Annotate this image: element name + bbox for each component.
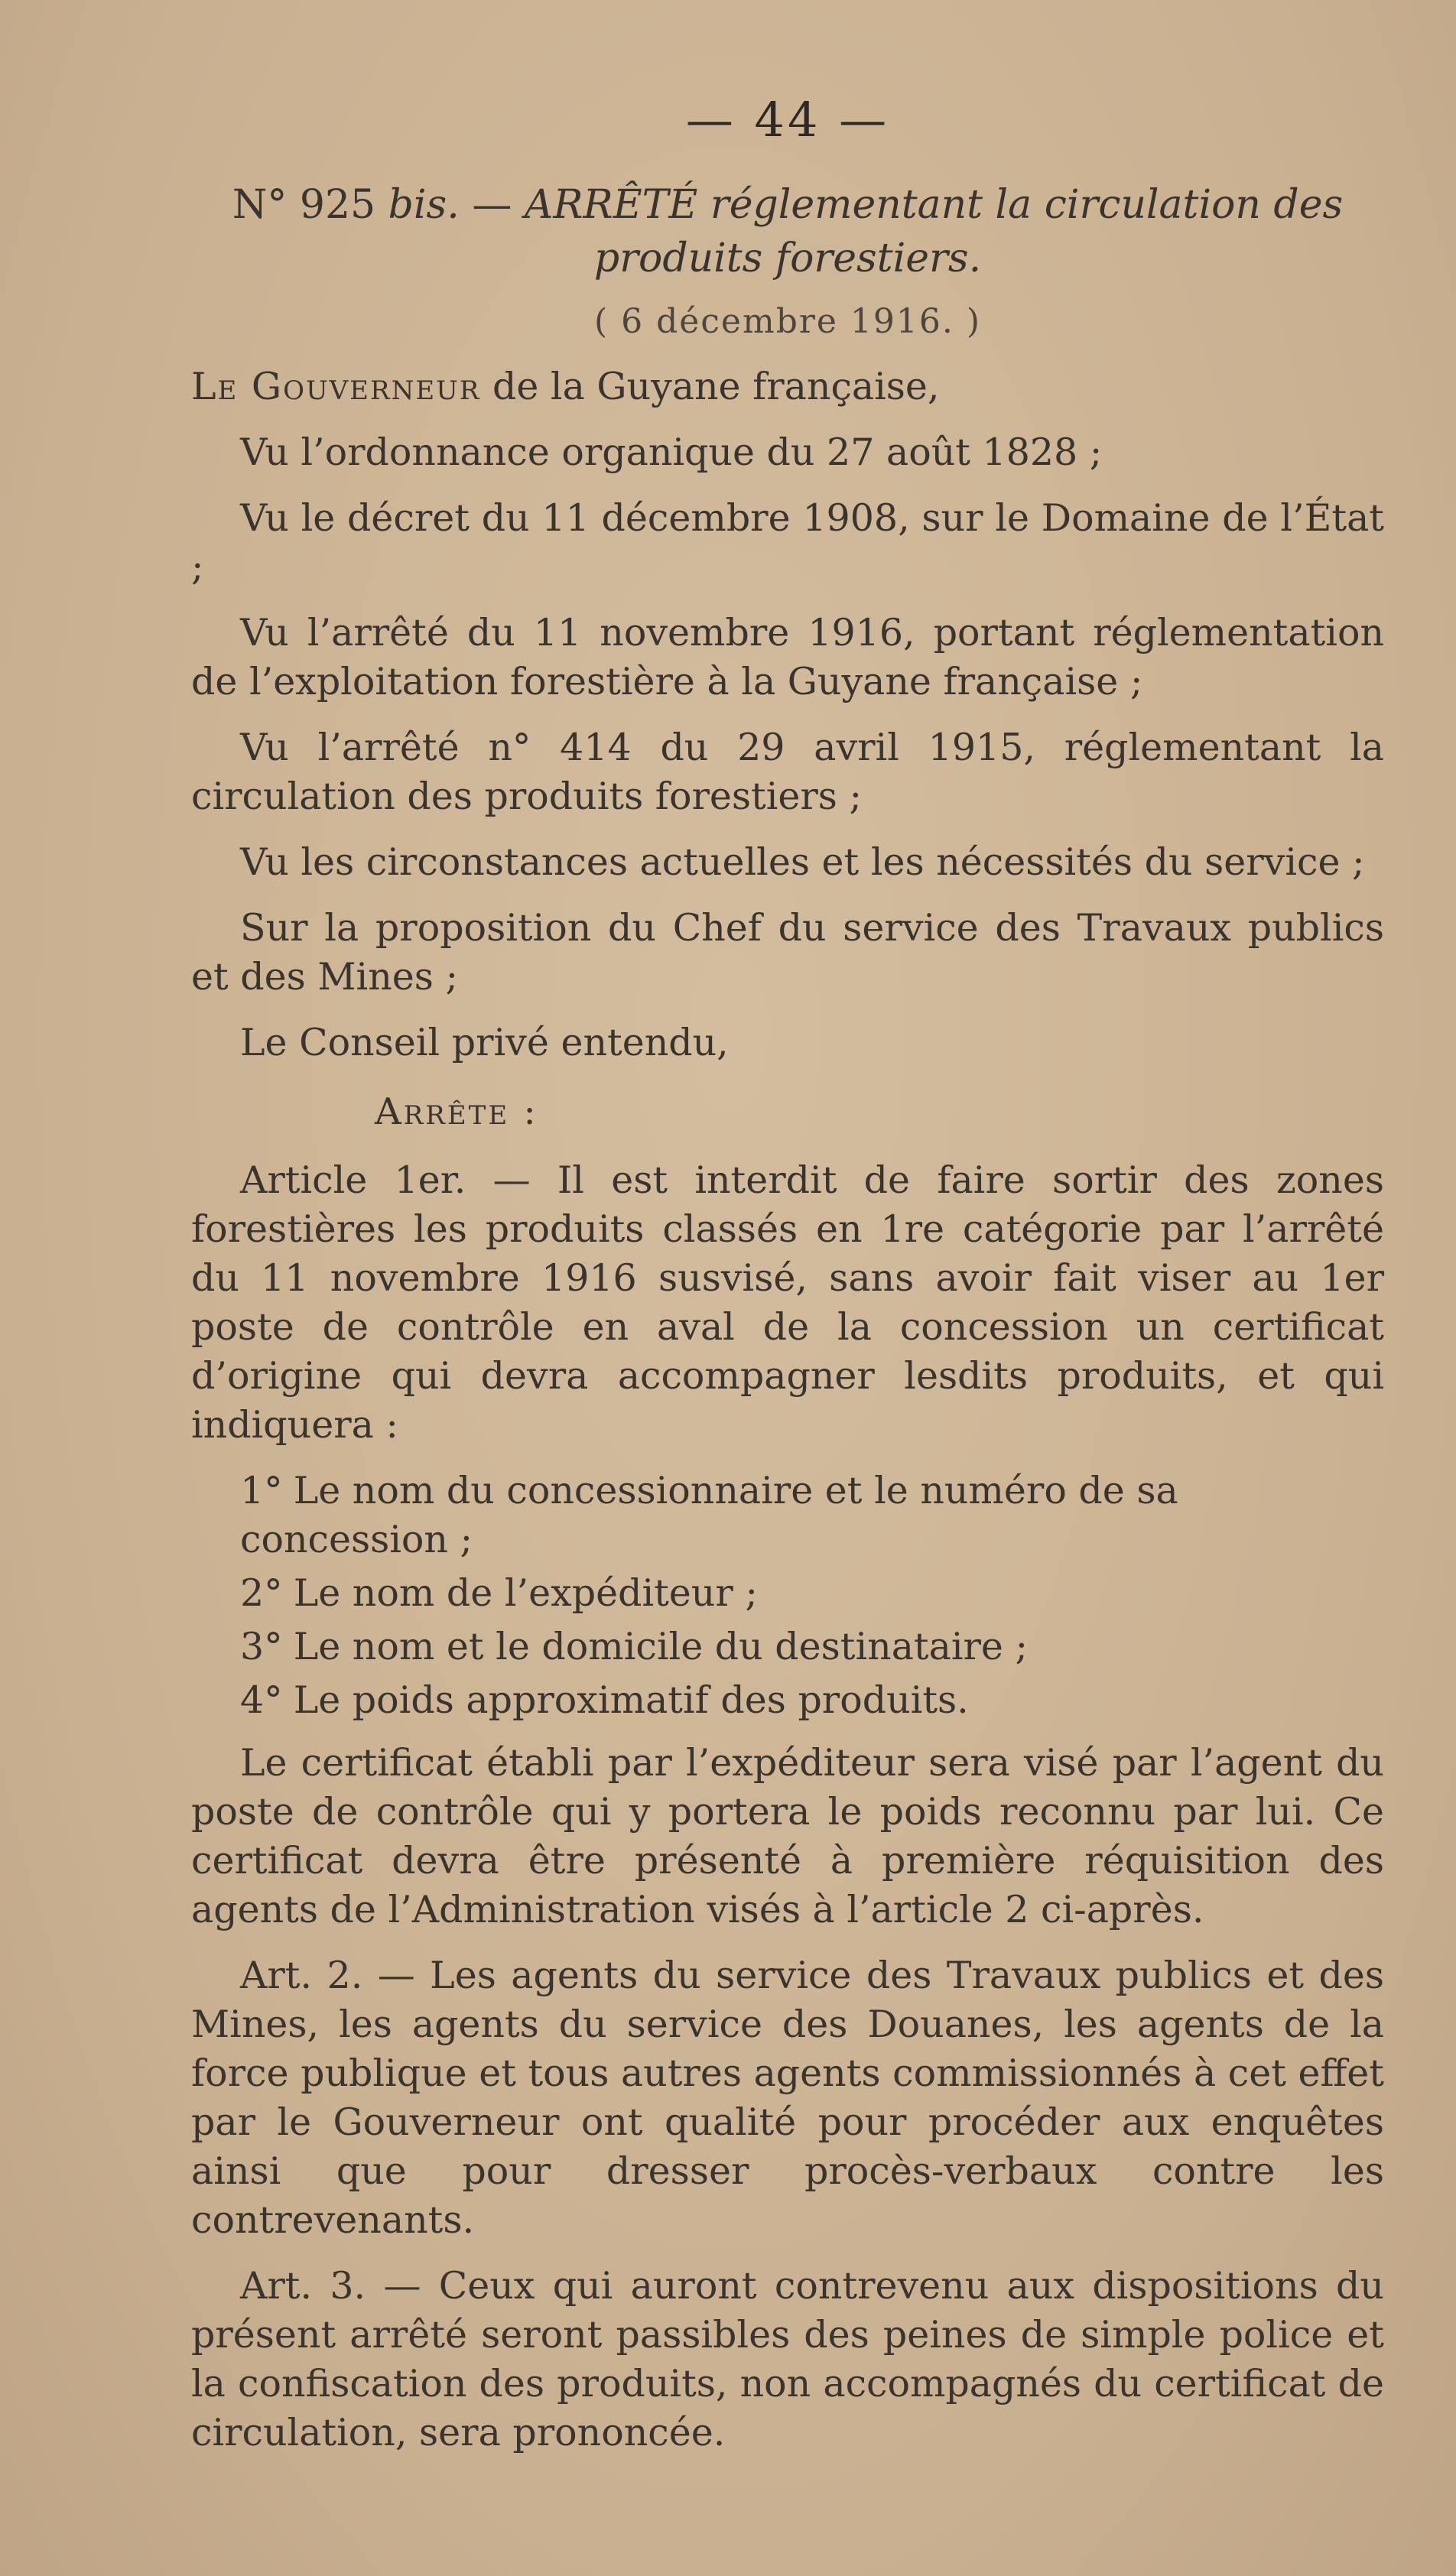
article-1-intro: Article 1er. — Il est interdit de faire sortir des zones forestières les produits classés en 1re catégorie par l’arrêté du 11 novembre 1916 susvisé, sans avoir fait viser au 1er poste de contrôle en aval de la concession un certificat d’origine qui devra accompagner lesdits produits, et qui indiquera : [191, 1158, 1384, 1447]
considerant-7: Le Conseil privé entendu, [240, 1021, 729, 1064]
considerant-1: Vu l’ordonnance organique du 27 août 1828 ; [240, 430, 1103, 474]
list-item-mark: 4° [240, 1678, 283, 1722]
list-item-mark: 1° [240, 1469, 283, 1512]
list-item-mark: 3° [240, 1625, 283, 1668]
considerant-6: Sur la proposition du Chef du service des Travaux publics et des Mines ; [191, 906, 1384, 999]
list-item-text: Le poids approximatif des produits. [293, 1678, 969, 1722]
article-2: Art. 2. — Les agents du service des Travaux publics et des Mines, les agents du service des Douanes, les agents de la force publique et tous autres agents commissionnés à cet effet par le Gouverneur ont qualité pour procéder aux enquêtes ainsi que pour dresser procès-verbaux contre les contrevenants. [191, 1954, 1384, 2242]
list-item [191, 1467, 1384, 1564]
decree-date: ( 6 décembre 1916. ) [593, 302, 982, 341]
list-item-text: Le nom et le domicile du destinataire ; [293, 1625, 1028, 1668]
gouverneur-label: Le Gouverneur [191, 365, 481, 408]
gouverneur-rest: de la Guyane française, [492, 365, 940, 408]
considerant-2: Vu le décret du 11 décembre 1908, sur le Domaine de l’État ; [191, 496, 1384, 589]
decree-bis: bis. [388, 182, 460, 228]
list-item [191, 1623, 1384, 1671]
gouverneur-line [191, 362, 1384, 411]
decree-number: N° 925 [232, 182, 376, 228]
list-item-text: Le nom de l’expéditeur ; [293, 1571, 758, 1615]
arrete-heading: Arrête : [375, 1090, 538, 1133]
article-1-list [191, 1467, 1384, 1725]
list-item-text: Le nom du concessionnaire et le numéro de sa concession ; [240, 1469, 1178, 1561]
list-item [191, 1569, 1384, 1618]
decree-title-text: ARRÊTÉ réglementant la circulation des produits forestiers. [524, 182, 1344, 281]
page-number: — 44 — [685, 92, 890, 148]
considerant-3: Vu l’arrêté du 11 novembre 1916, portant réglementation de l’exploitation forestière à la Guyane française ; [191, 611, 1384, 703]
considerant-5: Vu les circonstances actuelles et les nécessités du service ; [240, 840, 1365, 884]
article-1-closing: Le certificat établi par l’expéditeur sera visé par l’agent du poste de contrôle qui y portera le poids reconnu par lui. Ce certificat devra être présenté à première réquisition des agents de l’Administration visés à l’article 2 ci-après. [191, 1741, 1384, 1931]
title-dash: — [472, 182, 512, 228]
list-item [191, 1676, 1384, 1725]
decree-title [191, 178, 1384, 285]
article-3: Art. 3. — Ceux qui auront contrevenu aux dispositions du présent arrêté seront passibles des peines de simple police et la confiscation des produits, non accompagnés du certificat de circulation, sera prononcée. [191, 2264, 1384, 2454]
page-body [191, 92, 1384, 2474]
list-item-mark: 2° [240, 1571, 283, 1615]
considerant-4: Vu l’arrêté n° 414 du 29 avril 1915, réglementant la circulation des produits forestiers ; [191, 726, 1384, 818]
